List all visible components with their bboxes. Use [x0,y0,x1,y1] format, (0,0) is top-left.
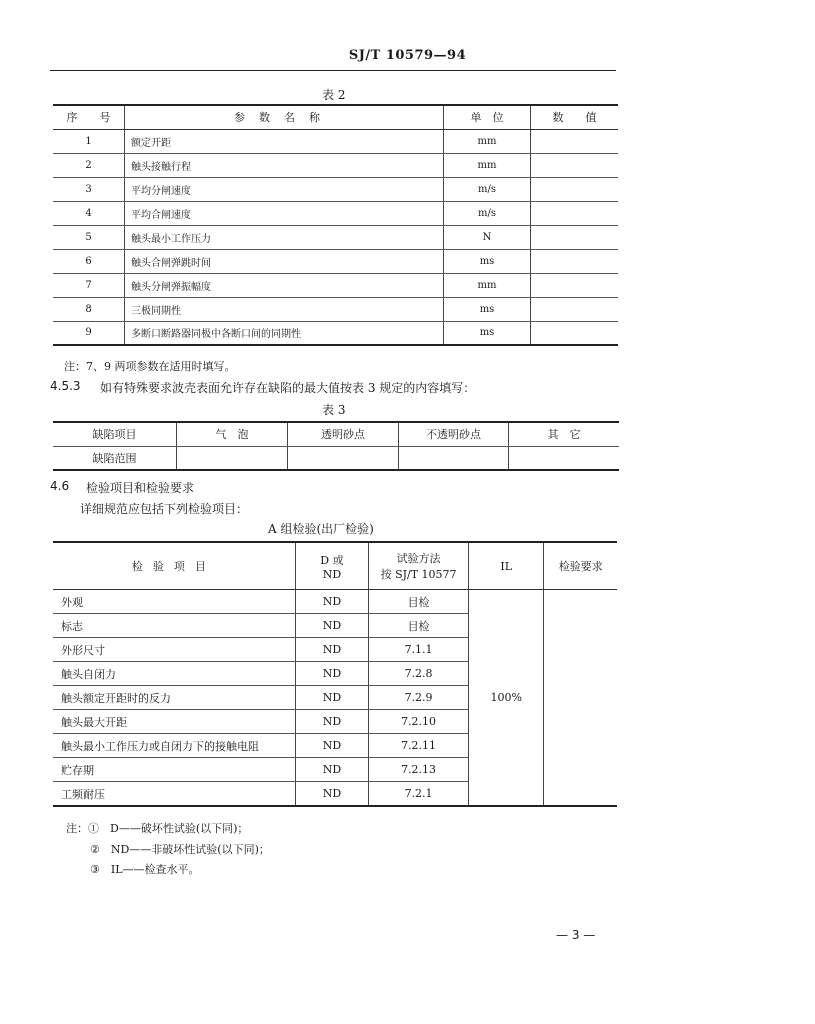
document-header-title: SJ/T 10579—94 [348,48,467,63]
row-unit: mm [444,129,531,153]
section-453-text: 如有特殊要求波壳表面允许存在缺陷的最大值按表 3 规定的内容填写： [100,381,476,395]
col-header-dnd-line2: ND [322,567,342,581]
row-value [531,129,619,153]
row-item: 外形尺寸 [53,638,295,662]
row-name: 平均合闸速度 [125,201,444,225]
tableA-note-3: ③ IL——检查水平。 [90,863,200,876]
col-header-dnd-line1: D 或 [320,553,344,567]
table-row [53,249,618,273]
row-dnd: ND [295,662,369,686]
row-item: 触头自闭力 [53,662,295,686]
tableA-note-2: ② ND——非破坏性试验(以下同)； [90,843,270,856]
row-index: 6 [53,249,125,273]
col-header-requirement: 检验要求 [544,542,617,590]
row-index: 3 [53,177,125,201]
tableA-caption: A 组检验(出厂检验) [268,522,374,536]
row-dnd: ND [295,758,369,782]
inspection-table [53,541,617,807]
row-dnd: ND [295,710,369,734]
row-name: 触头最小工作压力 [125,225,444,249]
row-value [531,201,619,225]
row-value [531,177,619,201]
col-header-name: 参数名称 [125,105,444,129]
row-index: 9 [53,321,125,345]
row-unit: ms [444,321,531,345]
section-46-number: 4.6 [50,479,70,493]
row-dnd: ND [295,638,369,662]
row-value [531,249,619,273]
col-header-item: 检验项目 [53,542,295,590]
defect-col-other: 其 它 [509,422,620,446]
row-method: 7.2.8 [369,662,469,686]
row-name: 额定开距 [125,129,444,153]
row-index: 1 [53,129,125,153]
table-row [53,201,618,225]
row-item: 触头额定开距时的反力 [53,686,295,710]
row-unit: N [444,225,531,249]
row-name: 平均分闸速度 [125,177,444,201]
col-header-method [369,542,469,590]
col-header-index: 序 号 [53,105,125,129]
row-value [531,225,619,249]
row-name: 多断口断路器同极中各断口间的同期性 [125,321,444,345]
row-method: 7.2.11 [369,734,469,758]
page-number: — 3 — [556,928,596,942]
row-value [531,297,619,321]
row-method: 目检 [369,614,469,638]
row-dnd: ND [295,590,369,614]
row-dnd: ND [295,614,369,638]
table-row [53,273,618,297]
table-row [53,153,618,177]
col-header-method-line1: 试验方法 [396,552,441,565]
table-row [53,177,618,201]
row-unit: m/s [444,201,531,225]
row-name: 触头接触行程 [125,153,444,177]
row-name: 触头合闸弹跳时间 [125,249,444,273]
defect-range-cell [509,446,620,470]
row-method: 7.1.1 [369,638,469,662]
row-value [531,273,619,297]
requirement-cell [544,590,617,807]
table-row [53,321,618,345]
row-unit: m/s [444,177,531,201]
table-row [53,446,619,470]
defect-range-label: 缺陷范围 [53,446,177,470]
col-header-value: 数 值 [531,105,619,129]
row-method: 7.2.9 [369,686,469,710]
row-method: 7.2.13 [369,758,469,782]
row-unit: mm [444,273,531,297]
row-dnd: ND [295,734,369,758]
defect-col-bubble: 气 泡 [177,422,288,446]
row-dnd: ND [295,686,369,710]
row-index: 5 [53,225,125,249]
header-rule [50,70,616,71]
row-item: 触头最大开距 [53,710,295,734]
table-row [53,225,618,249]
row-item: 触头最小工作压力或自闭力下的接触电阻 [53,734,295,758]
defect-range-cell [399,446,509,470]
row-dnd: ND [295,782,369,807]
defect-range-cell [288,446,399,470]
table-row [53,129,618,153]
row-item: 外观 [53,590,295,614]
table-header-row [53,542,617,590]
table2-caption: 表 2 [322,88,346,102]
row-index: 4 [53,201,125,225]
defect-col-opaque-sand: 不透明砂点 [399,422,509,446]
section-453-number: 4.5.3 [50,379,81,393]
row-unit: mm [444,153,531,177]
col-header-il: IL [468,542,544,590]
defect-col-item: 缺陷项目 [53,422,177,446]
row-value [531,153,619,177]
tableA-note-1: 注：① D——破坏性试验(以下同)； [66,822,249,835]
row-item: 贮存期 [53,758,295,782]
table-row [53,590,617,614]
row-index: 7 [53,273,125,297]
row-item: 工频耐压 [53,782,295,807]
row-unit: ms [444,249,531,273]
il-value-cell: 100% [468,590,544,807]
table-row [53,297,618,321]
row-method: 7.2.1 [369,782,469,807]
section-46-title: 检验项目和检验要求 [86,481,195,495]
col-header-dnd [295,542,369,590]
row-index: 2 [53,153,125,177]
col-header-unit: 单 位 [444,105,531,129]
table-row [53,422,619,446]
row-method: 7.2.10 [369,710,469,734]
row-method: 目检 [369,590,469,614]
row-unit: ms [444,297,531,321]
parameter-table [53,104,618,346]
row-name: 触头分闸弹振幅度 [125,273,444,297]
table3-caption: 表 3 [322,403,346,417]
row-value [531,321,619,345]
defect-range-cell [177,446,288,470]
defect-table [53,421,619,471]
row-index: 8 [53,297,125,321]
section-46-intro: 详细规范应包括下列检验项目： [80,502,249,516]
col-header-method-line2: 按 SJ/T 10577 [380,568,457,581]
table2-note: 注：7、9 两项参数在适用时填写。 [64,360,236,373]
defect-col-transparent-sand: 透明砂点 [288,422,399,446]
row-item: 标志 [53,614,295,638]
row-name: 三极同期性 [125,297,444,321]
